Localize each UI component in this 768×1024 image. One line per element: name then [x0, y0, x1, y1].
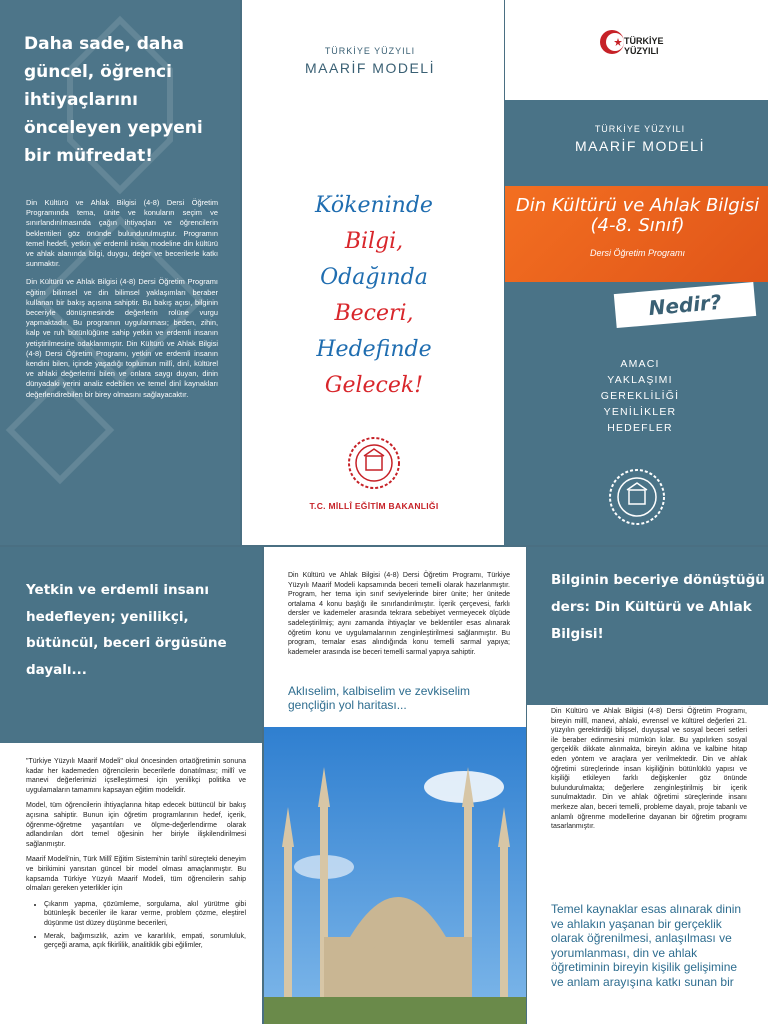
brand-line1: TÜRKİYE YÜZYILI: [324, 46, 416, 56]
topic-item: GEREKLİLİĞİ: [600, 390, 680, 402]
motto-line: Hedefinde: [316, 337, 432, 362]
brand-line2: MAARİF MODELİ: [305, 60, 435, 76]
skills-header: [527, 547, 768, 705]
motto-line: Kökeninde: [315, 193, 433, 218]
skills-quote: Temel kaynaklar esas alınarak dinin ve ahlakın yaşanan bir gerçeklik olarak öğrenilmesi, anlaşılması ve yorumlanması, din ve ahlak öğretiminin bireyin kişilik gelişimine ve anlam arayışına katkı sunan bir: [551, 902, 742, 989]
cover-panel: [505, 0, 768, 545]
topic-item: YENİLİKLER: [603, 406, 677, 418]
model-paragraph: Model, tüm öğrencilerin ihtiyaçlarına hitap edecek bütüncül bir bakış açısına sahiptir. Bunun için öğretim programlarının hedef, içerik, öğrenme-öğretme yaşantıları ve ölçme-değerlendirme olarak adlandırılan dört temel öğesinin her biriyle ilişkilendirilmesi sağlanmıştır.: [26, 802, 246, 848]
mosque-photo: [264, 727, 526, 1024]
motto-panel: [242, 0, 504, 545]
ministry-emblem-icon: [608, 468, 666, 526]
topics-list: [535, 356, 745, 436]
intro-paragraph: Din Kültürü ve Ahlak Bilgisi (4-8) Dersi Öğretim Programı eğitim bilimsel ve din bilimsel yaklaşımları beraber kullanan bir bakış açısına sahiptir. Bu bakış açısı, bilginin beceriyle dönüşmesinde değerlerin rolüne vurgu yapmaktadır. Bu programın uygulanması; beden, zihin, kalp ve ruh bütünlüğüne sahip yetkin ve erdemli insanın yetiştirilmesine odaklanmıştır. Din Kültürü ve Ahlak Bilgisi (4-8) Dersi Öğretim Programı, yetkin ve erdemli insanın kendini bilen, içinde yaşadığı toplumun millî, dinî, kültürel ve ahlaki değerlerini bilen ve onlara saygı duyan, dinin dünyadaki yerini analiz edebilen ve temel dinî kaynakları değerlendirebilen bir birey olmasını sağlayacaktır.: [26, 277, 218, 399]
list-item: • Merak, bağımsızlık, azim ve kararlılık, empati, sorumluluk, gerçeği arama, açık fikirlilik, analitiklik gibi eğilimler,: [44, 932, 246, 951]
topic-item: YAKLAŞIMI: [607, 374, 673, 386]
skills-body: Din Kültürü ve Ahlak Bilgisi (4-8) Dersi Öğretim Programı, bireyin millî, manevi, ahlaki, evrensel ve kültürel değerleri 21. yüzyılın gerektirdiği bilişsel, duyuşsal ve sosyal beceri setleri ile beraber edinmesini mümkün kılar. Bu yapılırken sosyal gerçeklik dikkate alınmakta, bireyin aklına ve kalbine hitap eden yöntem ve araçlara yer verilmektedir. Din ve ahlak öğretimi süreçlerinde insan kişiliğinin bütünlüklü yapısı ve kişiliği etkileyen farklı değişkenler göz önünde bulundurulmakta; değerlere zenginleştirilmiş bir içerik sunulmaktadır. Din ve ahlak öğretimi süreçlerinde insanı merkeze alan, beceri temelli, probleme dayalı, proje tabanlı ve anlamlı öğrenme modellerine dayanan bir öğretim programı tasarlanmıştır.: [551, 708, 747, 831]
motto-line: Odağında: [320, 265, 428, 290]
intro-panel: [0, 0, 240, 545]
title-banner: [505, 186, 768, 282]
motto-line: Bilgi,: [344, 229, 404, 254]
intro-body: [26, 198, 218, 408]
list-item: • Çıkarım yapma, çözümleme, sorgulama, akıl yürütme gibi bütünleşik beceriler ile karar verme, problem çözme, eleştirel düşünme üst düzey düşünme becerileri,: [44, 900, 246, 929]
program-body: Din Kültürü ve Ahlak Bilgisi (4-8) Dersi Öğretim Programı, Türkiye Yüzyılı Maarif Modeli kapsamında beceri temelli olarak hazırlanmıştır. Program, her tema için sınıf seviyelerinde birer ünite; her ünitede ortalama 4 konu başlığı ile sınırlandırılmıştır. İçerik çerçevesi, farklı dersler ve kademeler arasında tekrara sebebiyet vermeyecek ölçüde sadeleştirilmiş; aynı zamanda ihtiyaçlar ve beklentiler esas alınarak öğretim konu ve uygulamalarının zenginleştirilmesi sağlanmıştır. Bu program, temalar esas alındığında konu temelli sarmal yapıya; kademeler arasında ise beceri temelli sarmal yapıya sahiptir.: [288, 572, 510, 656]
topic-item: AMACI: [620, 358, 660, 370]
intro-paragraph: Din Kültürü ve Ahlak Bilgisi (4-8) Dersi Öğretim Programında tema, ünite ve konuların seçim ve sınırlandırılmasında çağın ihtiyaçları ve öğrencilerin beklentileri göz önünde bulundurulmuştur. Programın temel hedefi, yetkin ve erdemli insan modeline din kültürü ve ahlak alanında bilgi, duygu, değer ve becerilerle katkı sunmaktır.: [26, 198, 218, 269]
ministry-logo: [264, 436, 484, 511]
skills-headline: Bilginin beceriye dönüştüğü ders: Din Kültürü ve Ahlak Bilgisi!: [551, 572, 765, 642]
topic-item: HEDEFLER: [607, 422, 673, 434]
model-panel: [0, 547, 262, 1024]
course-subtitle: Dersi Öğretim Programı: [589, 248, 686, 258]
model-headline: Yetkin ve erdemli insanı hedefleyen; yenilikçi, bütüncül, beceri örgüsüne dayalı...: [26, 582, 227, 678]
crescent-star-icon: [598, 28, 626, 56]
motto-line: Gelecek!: [324, 373, 424, 398]
program-slogan: Aklıselim, kalbiselim ve zevkiselim gençliğin yol haritası...: [288, 684, 471, 712]
course-title: Din Kültürü ve Ahlak Bilgisi (4-8. Sınıf): [515, 195, 760, 236]
skills-panel: [527, 547, 768, 1024]
logo-text: TÜRKİYE YÜZYILI: [624, 36, 664, 56]
model-body: [26, 757, 246, 954]
nedir-badge: Nedir?: [614, 282, 756, 328]
model-header: [0, 547, 262, 743]
motto-line: Beceri,: [334, 301, 414, 326]
brand-line2: MAARİF MODELİ: [575, 138, 705, 154]
motto-text: [274, 188, 474, 404]
competency-list: [44, 900, 246, 951]
brand-line1: TÜRKİYE YÜZYILI: [594, 124, 686, 134]
ministry-name: T.C. MİLLÎ EĞİTİM BAKANLIĞI: [309, 501, 439, 511]
model-paragraph: Maarif Modeli'nin, Türk Millî Eğitim Sistemi'nin tarihî süreçteki deneyim ve birikimini yansıtan güncel bir model olması amaçlanmıştır. Bu kapsamda Türkiye Yüzyılı Maarif Modeli, tüm öğrencilerin sahip olmaları gereken yeterlikler için: [26, 856, 246, 893]
intro-headline: Daha sade, daha güncel, öğrenci ihtiyaçlarını önceleyen yepyeni bir müfredat!: [24, 34, 203, 166]
model-paragraph: "Türkiye Yüzyılı Maarif Modeli" okul öncesinden ortaöğretimin sonuna kadar her kademeden öğrencilerin becerilerle donatılması; millî ve manevi değerlerimizi içselleştirmesi için yenilikçi politika ve uygulamaların tamamını kapsayan eğitim modelidir.: [26, 758, 246, 794]
program-panel: [264, 547, 526, 1024]
turkiye-yuzyili-logo: [598, 28, 664, 61]
ministry-emblem-icon: [347, 436, 401, 490]
brand-header: [270, 46, 470, 76]
cover-brand: [535, 124, 745, 154]
